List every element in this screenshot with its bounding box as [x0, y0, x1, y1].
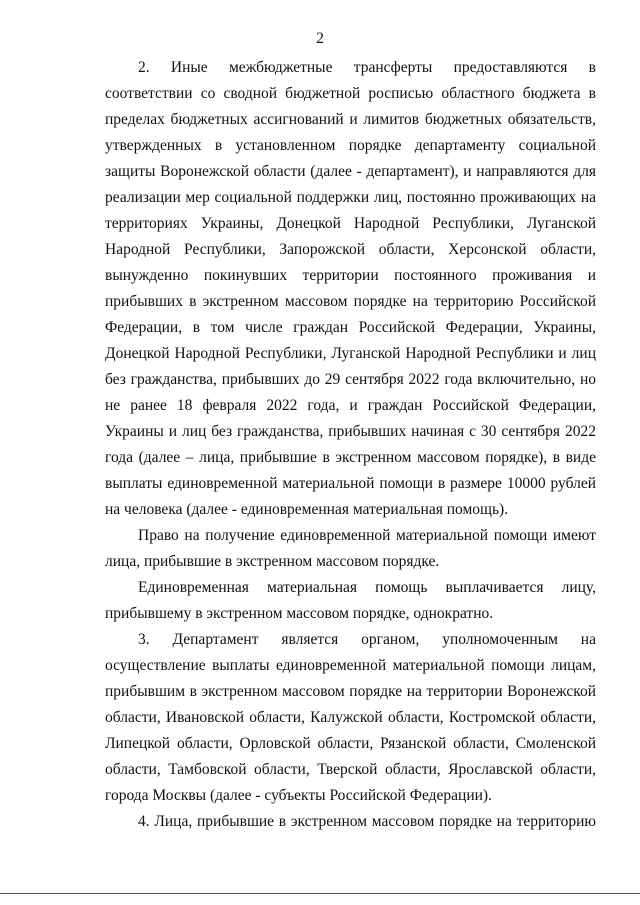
paragraph-continued: 4. Лица, прибывшие в экстренном массовом порядке на территорию	[138, 813, 596, 830]
paragraph-one-time-payment: Единовременная материальная помощь выплачивается лицу, прибывшему в экстренном массовом порядке, однократно.	[105, 579, 596, 622]
page-number: 2	[316, 30, 324, 47]
paragraph-right-to-aid: Право на получение единовременной материальной помощи имеют лица, прибывшие в экстренном массовом порядке.	[105, 527, 596, 570]
document-body	[105, 55, 596, 835]
paragraph-department-authority: 3. Департамент является органом, уполномоченным на осуществление выплаты единовременной материальной помощи лицам, прибывшим в экстренном массовом порядке на территории Воронежской области, Ивановской области, Калужской области, Костромской области, Липецкой области, Орловской области, Рязанской области, Смоленской области, Тамбовской области, Тверской области, Ярославской области, города Москвы (далее - субъекты Российской Федерации).	[105, 631, 596, 804]
footer-divider	[0, 893, 640, 894]
paragraph-interbudget-transfers: 2. Иные межбюджетные трансферты предоставляются в соответствии со сводной бюджетной росписью областного бюджета в пределах бюджетных ассигнований и лимитов бюджетных обязательств, утвержденных в установленном порядке департаменту социальной защиты Воронежской области (далее - департамент), и направляются для реализации мер социальной поддержки лиц, постоянно проживающих на территориях Украины, Донецкой Народной Республики, Луганской Народной Республики, Запорожской области, Херсонской области, вынужденно покинувших территории постоянного проживания и прибывших в экстренном массовом порядке на территорию Российской Федерации, в том числе граждан Российской Федерации, Украины, Донецкой Народной Республики, Луганской Народной Республики и лиц без гражданства, прибывших до 29 сентября 2022 года включительно, но не ранее 18 февраля 2022 года, и граждан Российской Федерации, Украины и лиц без гражданства, прибывших начиная с 30 сентября 2022 года (далее – лица, прибывшие в экстренном массовом порядке), в виде выплаты единовременной материальной помощи в размере 10000 рублей на человека (далее - единовременная материальная помощь).	[105, 59, 596, 518]
